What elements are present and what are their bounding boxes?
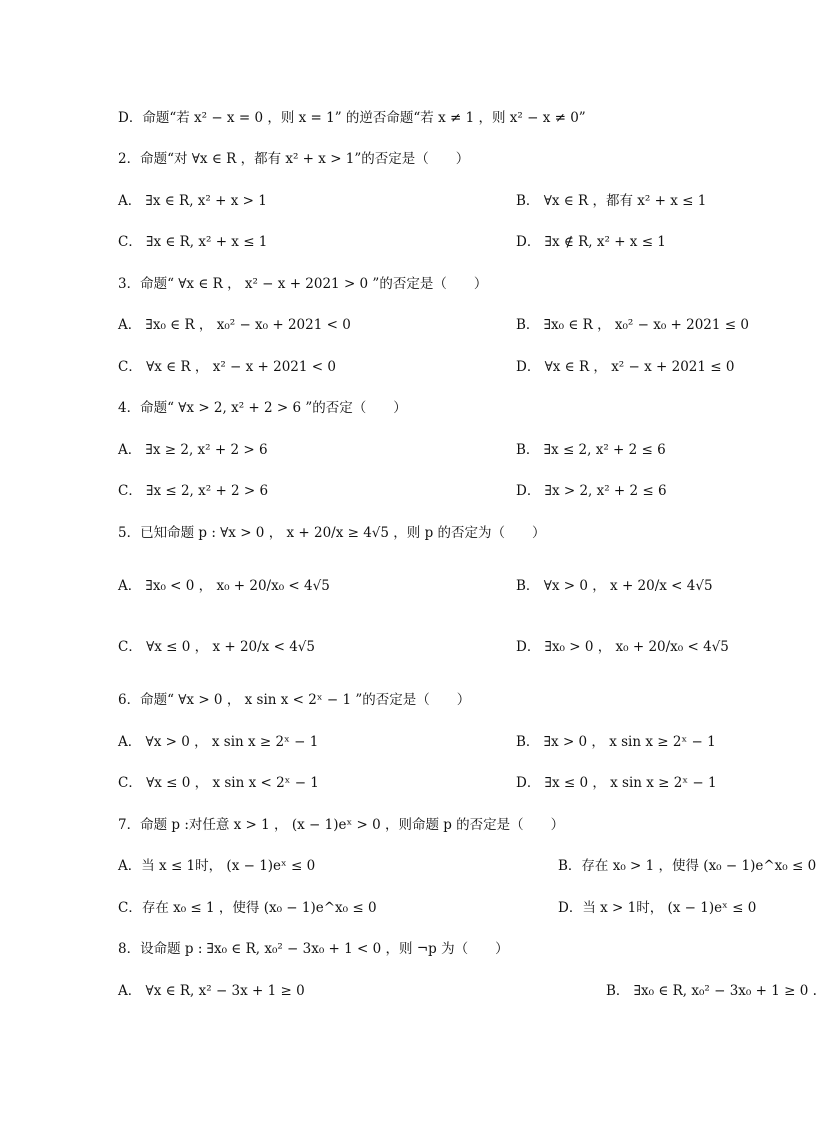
option-c: C． ∃x ∈ R, x² + x ≤ 1 [118,234,268,250]
question-text: 3．命题“ ∀x ∈ R ， x² − x + 2021 > 0 ”的否定是（ ） [118,276,488,292]
option-c: C． ∀x ≤ 0 ， x + 20/x < 4√5 [118,639,315,655]
q4-options-cd [118,481,794,501]
question-7 [118,815,794,835]
option-a: A．当 x ≤ 1时， (x − 1)eˣ ≤ 0 [118,858,316,874]
question-text: 6．命题“ ∀x > 0 ， x sin x < 2ˣ − 1 ”的否定是（ ） [118,692,471,708]
q7-options-ab [118,856,817,876]
q2-options-cd [118,232,794,252]
option-d: D． ∀x ∈ R ， x² − x + 2021 ≤ 0 [516,359,735,375]
option-a: A． ∃x₀ < 0 ， x₀ + 20/x₀ < 4√5 [118,578,330,594]
q5-options-cd [118,637,794,657]
question-2 [118,149,794,169]
option-a: A． ∃x ≥ 2, x² + 2 > 6 [118,442,268,458]
q7-options-cd [118,898,794,918]
option-d: D． ∃x ∉ R, x² + x ≤ 1 [516,234,666,250]
option-d: D． ∃x > 2, x² + 2 ≤ 6 [516,483,667,499]
option-b: B． ∀x > 0 ， x + 20/x < 4√5 [516,578,713,594]
option-b: B． ∃x₀ ∈ R, x₀² − 3x₀ + 1 ≥ 0 . [606,983,817,999]
question-text: 5．已知命题 p : ∀x > 0 ， x + 20/x ≥ 4√5 ，则 p 的否定为（ ） [118,525,546,541]
question-6 [118,690,794,710]
option-d: D．当 x > 1时， (x − 1)eˣ ≤ 0 [558,900,757,916]
option-a: A． ∃x ∈ R, x² + x > 1 [118,193,267,209]
option-b: B． ∀x ∈ R ，都有 x² + x ≤ 1 [516,193,707,209]
option-b: B． ∃x ≤ 2, x² + 2 ≤ 6 [516,442,666,458]
option-a: A． ∃x₀ ∈ R ， x₀² − x₀ + 2021 < 0 [118,317,351,333]
q4-options-ab [118,440,794,460]
option-c: C． ∀x ≤ 0 ， x sin x < 2ˣ − 1 [118,775,319,791]
question-5 [118,523,794,543]
q3-options-ab [118,315,794,335]
option-a: A． ∀x ∈ R, x² − 3x + 1 ≥ 0 [118,983,305,999]
question-4 [118,398,794,418]
q6-options-ab [118,732,794,752]
q8-options-ab [118,981,817,1001]
option-b: B． ∃x > 0 ， x sin x ≥ 2ˣ − 1 [516,734,716,750]
option-c: C． ∀x ∈ R ， x² − x + 2021 < 0 [118,359,336,375]
question-text: 7．命题 p :对任意 x > 1 ， (x − 1)eˣ > 0 ，则命题 p 的否定是（ ） [118,817,565,833]
question-3 [118,274,794,294]
option-c: C． ∃x ≤ 2, x² + 2 > 6 [118,483,269,499]
q3-options-cd [118,357,794,377]
option-c: C．存在 x₀ ≤ 1 ，使得 (x₀ − 1)e^x₀ ≤ 0 [118,900,377,916]
option-d: D． ∃x ≤ 0 ， x sin x ≥ 2ˣ − 1 [516,775,717,791]
option-d-line [118,108,794,128]
q6-options-cd [118,773,794,793]
question-text: 8．设命题 p : ∃x₀ ∈ R, x₀² − 3x₀ + 1 < 0 ，则 ¬p 为（ ） [118,941,509,957]
option-b: B．存在 x₀ > 1 ，使得 (x₀ − 1)e^x₀ ≤ 0 [558,858,817,874]
option-b: B． ∃x₀ ∈ R ， x₀² − x₀ + 2021 ≤ 0 [516,317,749,333]
option-d: D． ∃x₀ > 0 ， x₀ + 20/x₀ < 4√5 [516,639,729,655]
line-text: D．命题“若 x² − x = 0 ，则 x = 1” 的逆否命题“若 x ≠ 1 ，则 x² − x ≠ 0” [118,110,586,126]
question-text: 2．命题“对 ∀x ∈ R ，都有 x² + x > 1”的否定是（ ） [118,151,470,167]
option-a: A． ∀x > 0 ， x sin x ≥ 2ˣ − 1 [118,734,319,750]
question-text: 4．命题“ ∀x > 2, x² + 2 > 6 ”的否定（ ） [118,400,407,416]
q2-options-ab [118,191,794,211]
q5-options-ab [118,576,794,596]
question-8 [118,939,794,959]
